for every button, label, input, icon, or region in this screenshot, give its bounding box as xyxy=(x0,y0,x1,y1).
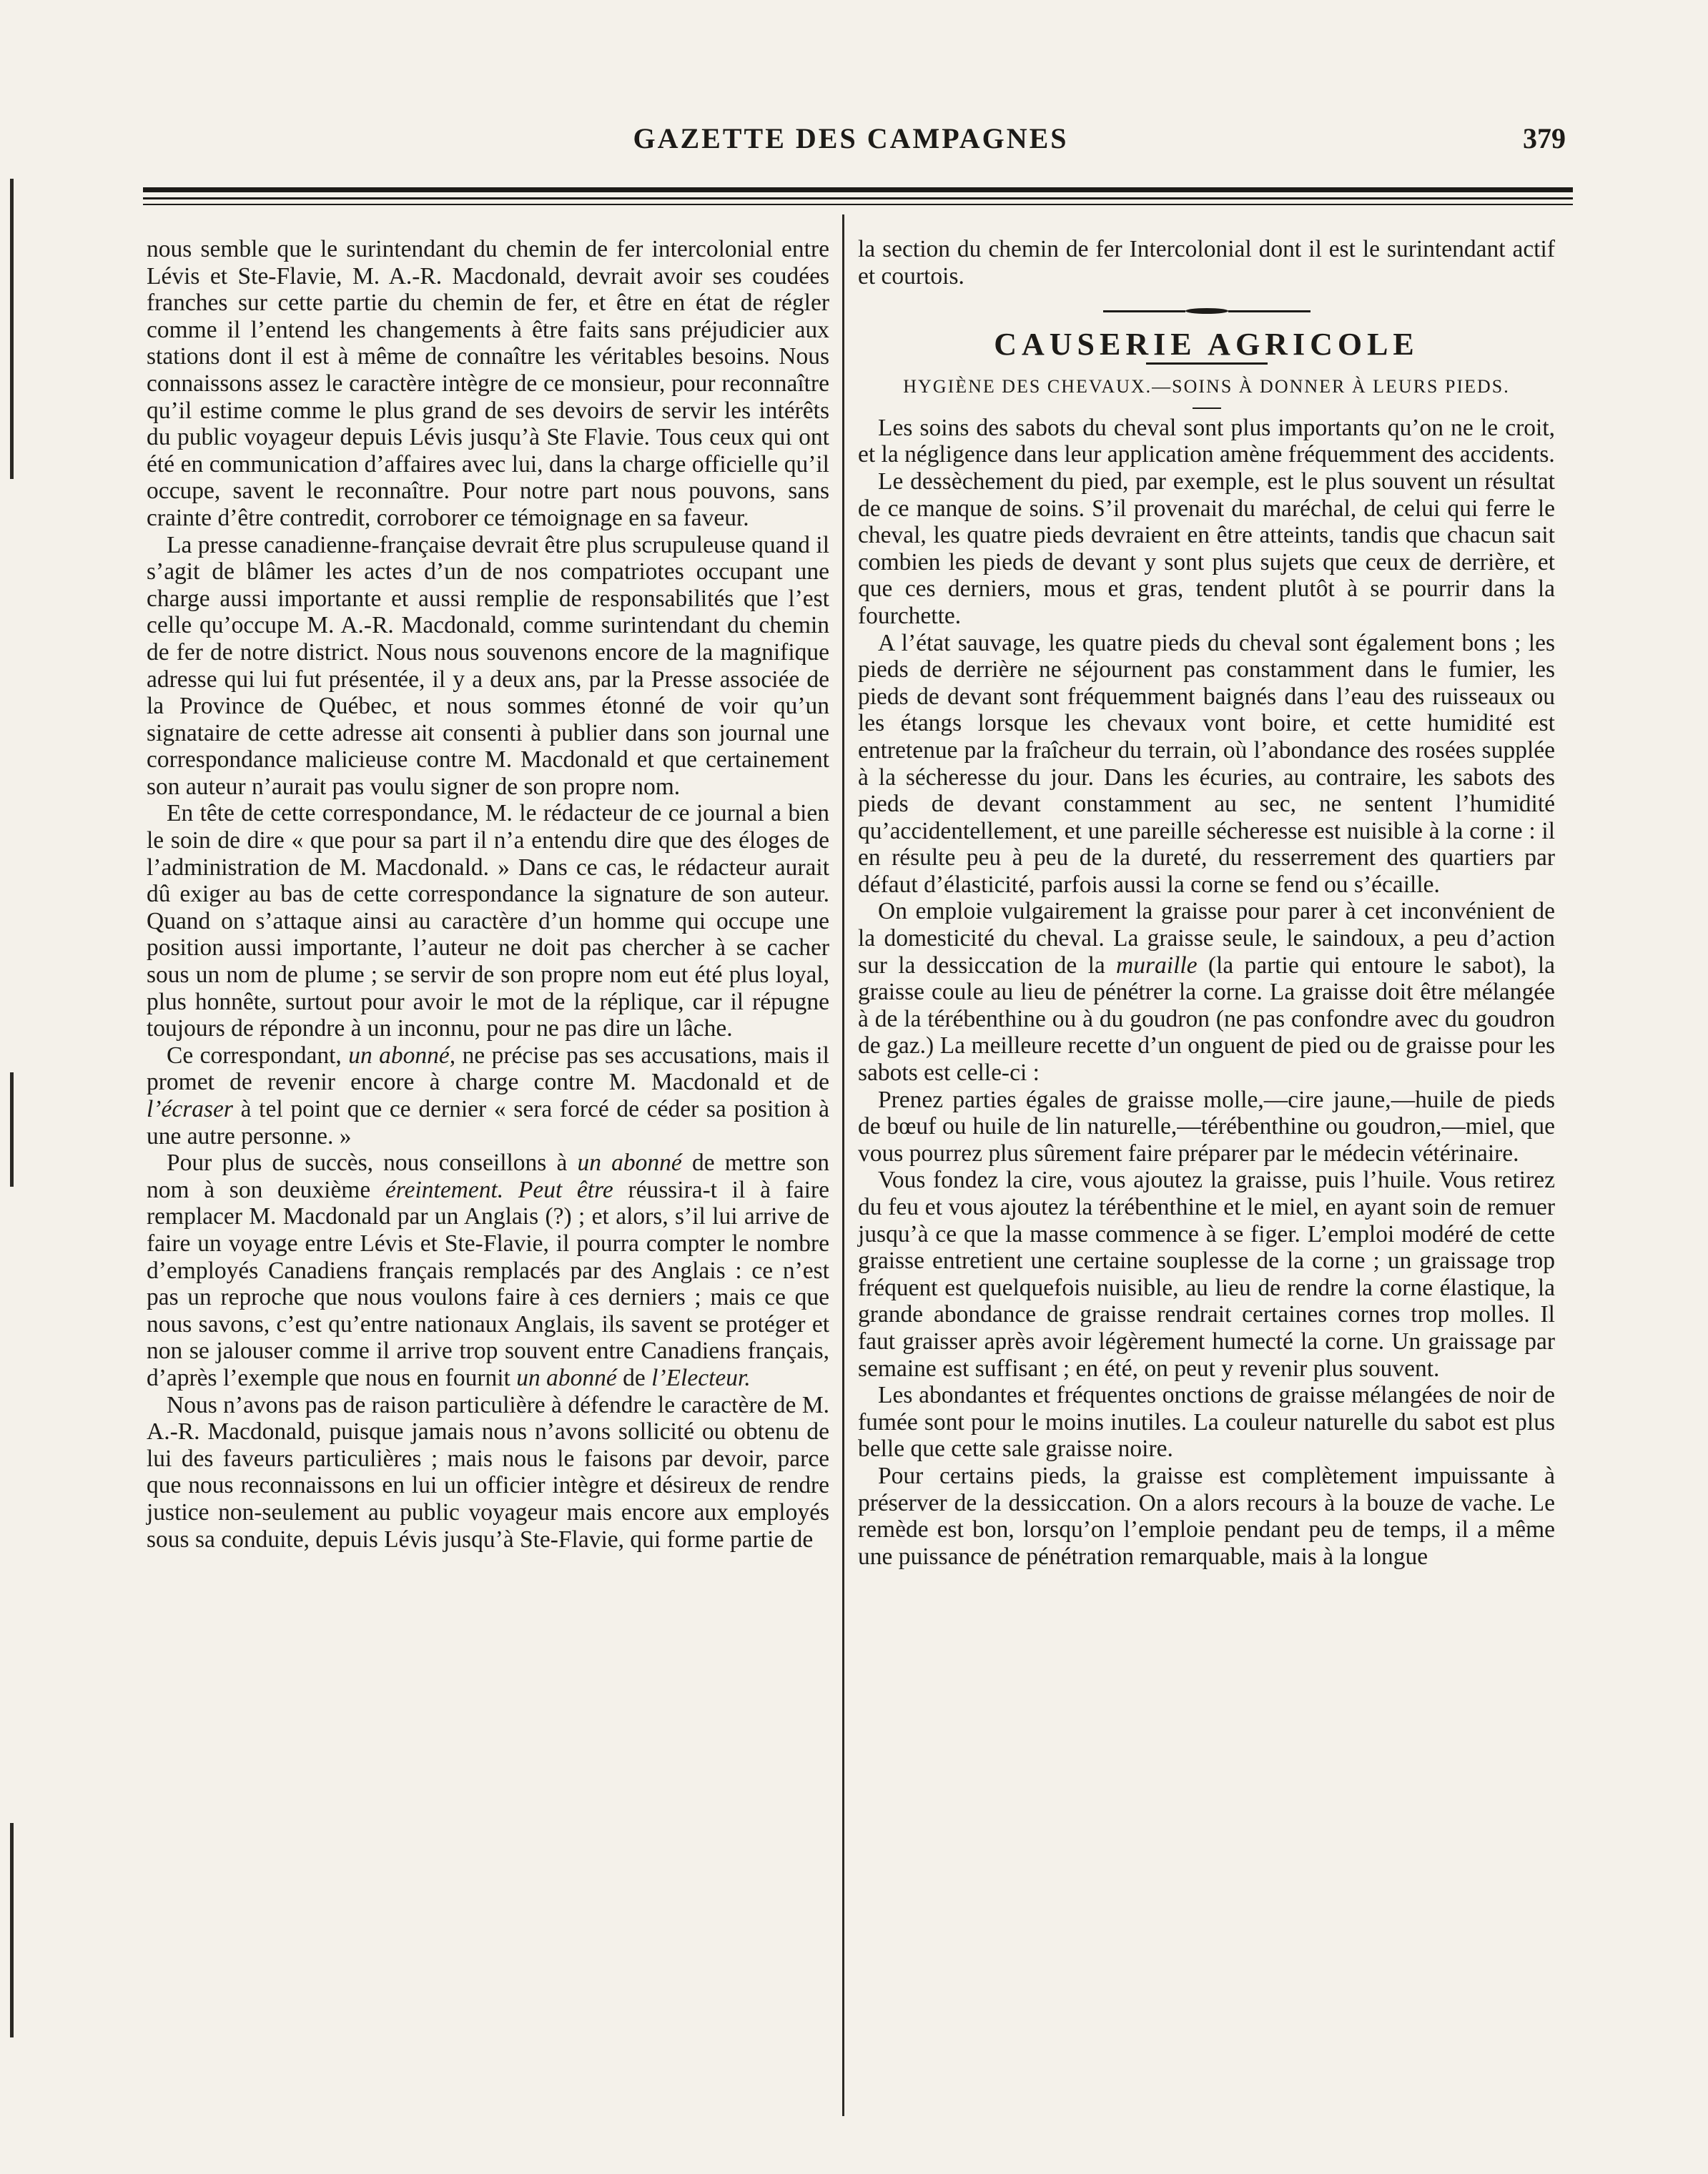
article-paragraph: Pour certains pieds, la graisse est complètement impuissante à préserver de la dessiccation. On a alors recours à la bouze de vache. Le remède est bon, lorsqu’on l’emploie pendant peu de temps, il a même une puissance de pénétration remarquable, mais à la longue xyxy=(858,1462,1555,1570)
text-run: On emploie vulgairement la graisse pour parer à cet inconvénient de la domesticité du cheval. La graisse seule, le saindoux, a peu d’action sur la dessiccation de la xyxy=(858,898,1555,979)
text-run: (la partie qui entoure le sabot), la graisse coule au lieu de pénétrer la corne. La graisse doit être mélangée à de la térébenthine ou à du goudron (ne pas confondre avec du goudron de gaz.) La meilleure recette d’un onguent de pied ou de graisse pour les sabots est celle-ci : xyxy=(858,952,1555,1087)
article-paragraph xyxy=(147,1150,829,1391)
article-paragraph: Les soins des sabots du cheval sont plus importants qu’on ne le croit, et la négligence dans leur application amène fréquemment des accidents. xyxy=(858,414,1555,468)
text-run: Ce correspondant, xyxy=(167,1042,349,1069)
article-continuation: la section du chemin de fer Intercolonial dont il est le surintendant actif et courtois. xyxy=(858,236,1555,290)
column-divider xyxy=(842,214,844,2116)
text-run: réussira-t il à faire remplacer M. Macdonald par un Anglais (?) ; et alors, s’il lui arrive de faire un voyage entre Lévis et Ste-Flavie, il pourra compter le nombre d’employés Canadiens français remplacés par des Anglais : ce n’est pas un reproche que nous voulons faire à ces derniers ; mais ce que nous savons, c’est qu’entre nationaux Anglais, ils savent se protéger et non se jalouser comme il arrive trop souvent entre Canadiens français, d’après l’exemple que nous en fournit xyxy=(147,1176,829,1391)
italic-run: un abonné xyxy=(577,1150,682,1177)
article-paragraph: Vous fondez la cire, vous ajoutez la graisse, puis l’huile. Vous retirez du feu et vous ajoutez la térébenthine et le miel, en ayant soin de remuer jusqu’à ce que la masse commence à se figer. L’emploi modéré de cette graisse entretient une certaine souplesse de la corne ; un graissage trop fréquent est quelquefois nuisible, au lieu de rendre la corne élastique, la grande abondance de graisse rendrait certaines cornes trop molles. Il faut graisser après avoir légèrement humecté la corne. Un graissage par semaine est suffisant ; en été, on peut y revenir plus souvent. xyxy=(858,1167,1555,1382)
text-run: ne précise pas ses accusations, mais il promet de revenir encore à charge contre M. Macdonald et de xyxy=(147,1042,829,1096)
page-number: 379 xyxy=(1523,122,1566,154)
section-title: CAUSERIE AGRICOLE xyxy=(994,327,1419,362)
right-column xyxy=(858,236,1555,1570)
header-rule xyxy=(143,187,1573,192)
section-ornament xyxy=(1100,308,1314,314)
italic-run: un abonné, xyxy=(348,1042,456,1069)
left-column xyxy=(147,236,829,1553)
article-paragraph: nous semble que le surintendant du chemin de fer intercolonial entre Lévis et Ste-Flavie, M. A.-R. Macdonald, devrait avoir ses coudées franches sur cette partie du chemin de fer, et être en état de régler comme il l’entend les changements à être faits sans préjudicier aux stations dont il est à même de connaître les véritables besoins. Nous connaissons assez le caractère intègre de ce monsieur, pour reconnaître qu’il estime comme le plus grand de ses devoirs de servir les intérêts du public voyageur depuis Lévis jusqu’à Ste Flavie. Tous ceux qui ont été en communication d’affaires avec lui, dans la charge officielle qu’il occupe, savent le reconnaître. Pour notre part nous pouvons, sans crainte d’être contredit, corroborer ce témoignage en sa faveur. xyxy=(147,236,829,531)
article-paragraph: En tête de cette correspondance, M. le rédacteur de ce journal a bien le soin de dire « que pour sa part il n’a entendu dire que des éloges de l’administration de M. Macdonald. » Dans ce cas, le rédacteur aurait dû exiger au bas de cette correspondance la signature de son auteur. Quand on s’attaque ainsi au caractère d’un homme qui occupe une position aussi importante, l’auteur ne doit pas chercher à se cacher sous un nom de plume ; se servir de son propre nom eut été plus loyal, plus honnête, surtout pour avoir le mot de la réplique, car il répugne toujours de répondre à un inconnu, pour ne pas dire un lâche. xyxy=(147,800,829,1042)
article-paragraph: Prenez parties égales de graisse molle,—cire jaune,—huile de pieds de bœuf ou huile de lin naturelle,—térébenthine ou goudron,—miel, que vous pourrez plus sûrement faire préparer par le médecin vétérinaire. xyxy=(858,1086,1555,1167)
article-paragraph: A l’état sauvage, les quatre pieds du cheval sont également bons ; les pieds de derrière ne séjournent pas constamment dans le fumier, les pieds de devant sont fréquemment baignés dans l’eau des ruisseaux ou les étangs lorsque les chevaux vont boire, et cette humidité est entretenue par la fraîcheur du terrain, où l’abondance des rosées supplée à la sécheresse du jour. Dans les écuries, au contraire, les sabots des pieds de devant constamment au sec, ne sentent l’humidité qu’accidentellement, et une pareille sécheresse est nuisible à la corne : il en résulte peu à peu de la dureté, du resserrement des quartiers par défaut d’élasticité, parfois aussi la corne se fend ou s’écaille. xyxy=(858,629,1555,898)
article-paragraph: Les abondantes et fréquentes onctions de graisse mélangées de noir de fumée sont pour le moins inutiles. La couleur naturelle du sabot est plus belle que cette sale graisse noire. xyxy=(858,1382,1555,1463)
text-run: à tel point que ce dernier « sera forcé de céder sa position à une autre personne. » xyxy=(147,1096,829,1150)
text-run: de xyxy=(616,1364,652,1391)
article-paragraph xyxy=(147,1042,829,1150)
binding-mark xyxy=(10,1072,14,1187)
text-run: de mettre son nom à son deuxième xyxy=(147,1150,829,1203)
italic-run: l’Electeur. xyxy=(651,1364,751,1391)
page-header xyxy=(143,122,1566,179)
article-paragraph: Nous n’avons pas de raison particulière à défendre le caractère de M. A.-R. Macdonald, puisque jamais nous n’avons sollicité ou obtenu de lui des faveurs particulières ; mais nous le faisons par devoir, parce que nous reconnaissons en lui un officier intègre et désireux de rendre justice non-seulement au public voyageur mais encore aux employés sous sa conduite, depuis Lévis jusqu’à Ste-Flavie, qui forme partie de xyxy=(147,1391,829,1553)
article-paragraph xyxy=(858,898,1555,1086)
header-rule xyxy=(143,197,1573,199)
italic-run: muraille xyxy=(1116,952,1198,979)
subheading-rule xyxy=(1193,407,1221,409)
binding-mark xyxy=(10,179,14,479)
title-underline xyxy=(1146,362,1268,365)
binding-edge xyxy=(0,0,43,2174)
subheading: HYGIÈNE DES CHEVAUX.—SOINS À DONNER À LEURS PIEDS. xyxy=(903,375,1510,397)
binding-mark xyxy=(10,1823,14,2037)
italic-run: un abonné xyxy=(516,1364,617,1391)
article-paragraph: Le dessèchement du pied, par exemple, est le plus souvent un résultat de ce manque de soins. S’il provenait du maréchal, de celui qui ferre le cheval, les quatre pieds devraient en être atteints, tandis que chacun sait combien les pieds de devant y sont plus sujets que ceux de derrière, et que ces derniers, mous et gras, tendent plutôt à se pourrir dans la fourchette. xyxy=(858,468,1555,629)
header-rule xyxy=(143,204,1573,205)
article-paragraph: La presse canadienne-française devrait être plus scrupuleuse quand il s’agit de blâmer les actes d’un de nos compatriotes occupant une charge aussi importante et aussi remplie de responsabilités que l’est celle qu’occupe M. A.-R. Macdonald, comme surintendant du chemin de fer de notre district. Nous nous souvenons encore de la magnifique adresse qui lui fut présentée, il y a deux ans, par la Presse associée de la Province de Québec, et nous sommes étonné de voir qu’un signataire de cette adresse ait consenti à publier dans son journal une correspondance malicieuse contre M. Macdonald et que certainement son auteur n’aurait pas voulu signer de son propre nom. xyxy=(147,531,829,800)
publication-title: GAZETTE DES CAMPAGNES xyxy=(633,122,1069,154)
italic-run: éreintement. Peut être xyxy=(385,1176,613,1203)
text-run: Pour plus de succès, nous conseillons à xyxy=(167,1150,578,1177)
italic-run: l’écraser xyxy=(147,1096,233,1122)
